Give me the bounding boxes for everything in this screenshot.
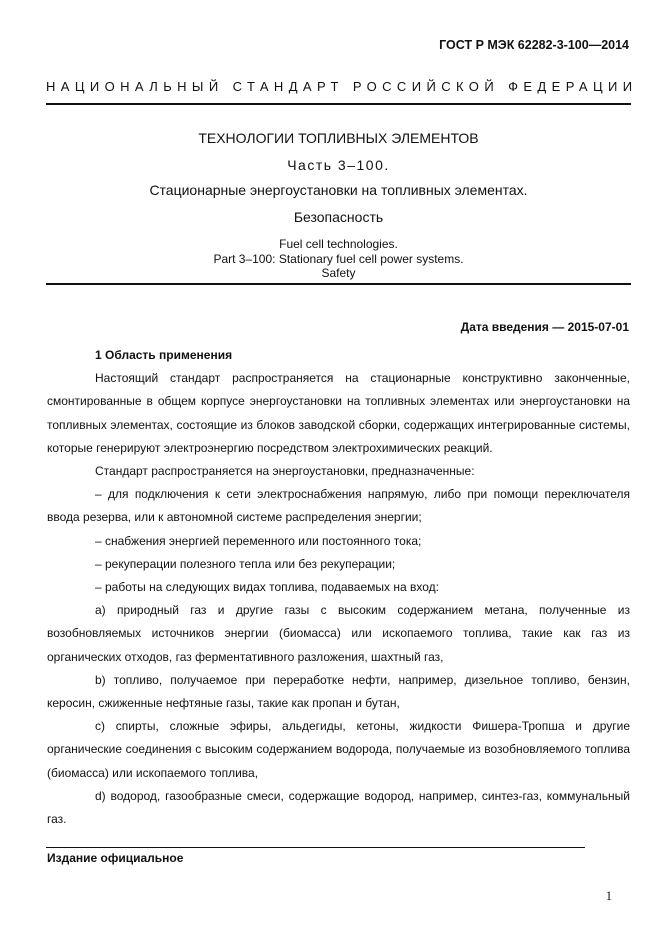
title-rule	[46, 283, 631, 285]
header-rule	[46, 103, 631, 105]
section-scope	[47, 344, 630, 831]
document-subtitle: Стационарные энергоустановки на топливных элементах.	[149, 182, 528, 198]
list-item: – рекуперации полезного тепла или без рекуперации;	[95, 556, 396, 571]
list-item: – снабжения энергией переменного или постоянного тока;	[95, 533, 422, 548]
section-heading: 1 Область применения	[95, 348, 233, 362]
english-title-line-2: Part 3–100: Stationary fuel cell power systems.	[213, 251, 464, 266]
fuel-item-d: d) водород, газообразные смеси, содержащие водород, например, синтез-газ, коммунальный газ.	[47, 788, 630, 827]
list-item: – работы на следующих видах топлива, подаваемых на вход:	[95, 580, 439, 595]
national-standard-banner: НАЦИОНАЛЬНЫЙ СТАНДАРТ РОССИЙСКОЙ ФЕДЕРАЦИИ	[46, 79, 638, 94]
english-title	[46, 237, 631, 281]
fuel-item-a: a) природный газ и другие газы с высоким содержанием метана, полученные из возобновляемых источников энергии (биомасса) или ископаемого топлива, такие как газ из органических отходов, газ ферментативного разложения, шахтный газ,	[47, 603, 630, 664]
english-title-line-3: Safety	[321, 266, 356, 280]
introduction-date: Дата введения — 2015-07-01	[460, 320, 629, 334]
safety-title: Безопасность	[293, 209, 384, 225]
list-item: – для подключения к сети электроснабжения напрямую, либо при помощи переключателя ввода резерва, или к автономной системе распределения энергии;	[47, 487, 630, 525]
paragraph: Настоящий стандарт распространяется на стационарные конструктивно законченные, смонтированные в общем корпусе энергоустановки на топливных элементах или энергоустановки на топливных элементах, состоящие из блоков заводской сборки, содержащих интегрированные системы, которые генерируют электроэнергию посредством электрохимических реакций.	[47, 371, 630, 455]
part-number: Часть 3–100.	[287, 157, 390, 173]
fuel-item-c: c) спирты, сложные эфиры, альдегиды, кетоны, жидкости Фишера-Тропша и другие органические соединения с высоким содержанием водорода, получаемые из возобновляемого топлива (биомасса) или ископаемого топлива,	[47, 719, 630, 780]
paragraph: Стандарт распространяется на энергоустановки, предназначенные:	[95, 464, 475, 479]
standard-code: ГОСТ Р МЭК 62282-3-100—2014	[439, 38, 629, 52]
fuel-item-b: b) топливо, получаемое при переработке нефти, например, дизельное топливо, бензин, керосин, сжиженные нефтяные газы, такие как пропан и бутан,	[47, 672, 630, 711]
document-title: ТЕХНОЛОГИИ ТОПЛИВНЫХ ЭЛЕМЕНТОВ	[198, 130, 479, 146]
official-edition-label: Издание официальное	[47, 851, 184, 865]
page-number: 1	[605, 889, 612, 903]
english-title-line-1: Fuel cell technologies.	[279, 237, 398, 251]
footer-rule	[46, 847, 585, 848]
